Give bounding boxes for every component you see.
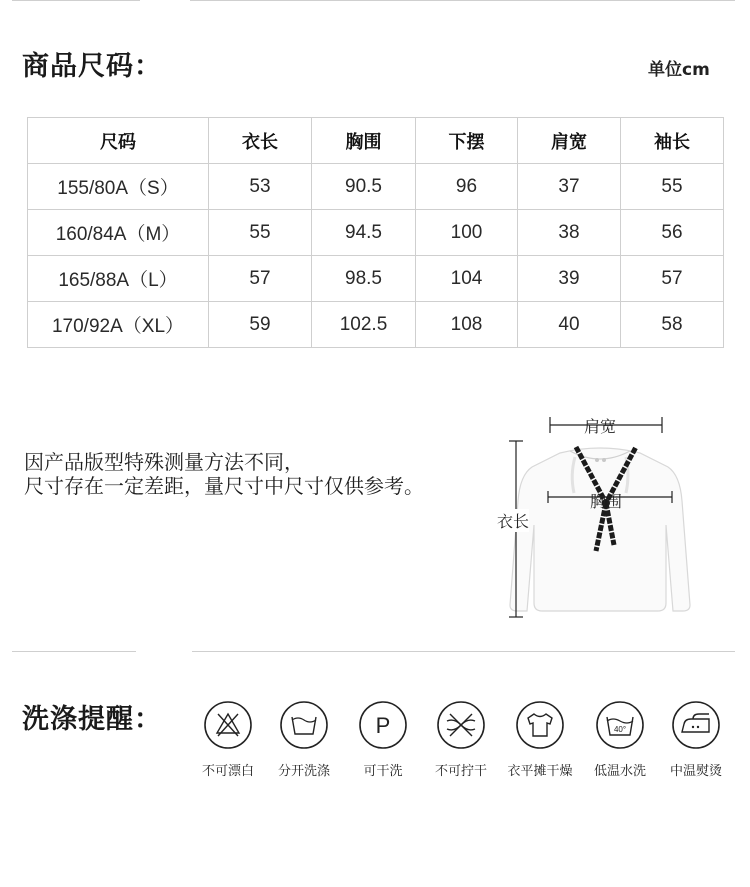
dry-clean-p-icon [358, 700, 408, 750]
table-cell: 160/84A（M） [28, 210, 209, 256]
shoulder-width-label: 肩宽 [584, 417, 617, 436]
table-cell: 108 [416, 302, 518, 348]
table-cell: 170/92A（XL） [28, 302, 209, 348]
table-cell: 104 [416, 256, 518, 302]
table-header-row [28, 118, 724, 164]
table-cell: 96 [416, 164, 518, 210]
table-cell: 57 [621, 256, 724, 302]
care-label: 不可漂白 [201, 764, 254, 779]
care-item-dry-clean [344, 700, 422, 779]
care-item-no-bleach [189, 700, 267, 779]
size-table [27, 117, 724, 348]
table-cell: 59 [209, 302, 312, 348]
table-row [28, 164, 724, 210]
care-item-wash-separately [265, 700, 343, 779]
low-temp-wash-icon [595, 700, 645, 750]
dry-clean-symbol: P [375, 713, 391, 738]
table-cell: 53 [209, 164, 312, 210]
unit-label: 单位cm [648, 60, 710, 80]
table-cell: 98.5 [312, 256, 416, 302]
header-chest: 胸围 [312, 118, 416, 164]
header-hem: 下摆 [416, 118, 518, 164]
table-row [28, 256, 724, 302]
measurement-note [24, 450, 424, 498]
header-sleeve: 袖长 [621, 118, 724, 164]
table-cell: 100 [416, 210, 518, 256]
care-label: 低温水洗 [593, 764, 646, 779]
wash-separately-icon [279, 700, 329, 750]
care-item-low-temp-wash [581, 700, 659, 779]
table-cell: 165/88A（L） [28, 256, 209, 302]
table-cell: 155/80A（S） [28, 164, 209, 210]
do-not-wring-icon [436, 700, 486, 750]
table-cell: 55 [621, 164, 724, 210]
top-divider-right [190, 0, 735, 1]
table-cell: 58 [621, 302, 724, 348]
mid-divider-right [192, 651, 735, 652]
table-cell: 57 [209, 256, 312, 302]
wash-temp-symbol: 40° [613, 725, 627, 734]
care-label: 衣平摊干燥 [507, 764, 573, 779]
table-cell: 38 [518, 210, 621, 256]
mid-divider-left [12, 651, 136, 652]
note-line-1: 因产品版型特殊测量方法不同， [24, 450, 304, 474]
table-row [28, 210, 724, 256]
no-bleach-icon [203, 700, 253, 750]
table-cell: 37 [518, 164, 621, 210]
care-section-title: 洗涤提醒： [22, 704, 162, 735]
medium-iron-icon [671, 700, 721, 750]
flat-dry-icon [515, 700, 565, 750]
table-cell: 90.5 [312, 164, 416, 210]
length-label: 衣长 [497, 509, 529, 532]
care-item-medium-iron [657, 700, 735, 779]
care-label: 可干洗 [363, 764, 403, 779]
chest-label: 胸围 [590, 492, 623, 511]
care-item-no-wring [422, 700, 500, 779]
care-label: 不可拧干 [434, 764, 487, 779]
header-shoulder: 肩宽 [518, 118, 621, 164]
size-section-title: 商品尺码： [22, 51, 162, 82]
table-cell: 56 [621, 210, 724, 256]
care-item-flat-dry [501, 700, 579, 779]
table-cell: 94.5 [312, 210, 416, 256]
header-length: 衣长 [209, 118, 312, 164]
top-divider-left [12, 0, 140, 1]
table-cell: 55 [209, 210, 312, 256]
table-cell: 39 [518, 256, 621, 302]
care-label: 分开洗涤 [277, 764, 330, 779]
care-label: 中温熨烫 [669, 764, 722, 779]
table-cell: 40 [518, 302, 621, 348]
table-row [28, 302, 724, 348]
header-size: 尺码 [28, 118, 209, 164]
table-cell: 102.5 [312, 302, 416, 348]
note-line-2: 尺寸存在一定差距，量尺寸中尺寸仅供参考。 [24, 474, 424, 498]
